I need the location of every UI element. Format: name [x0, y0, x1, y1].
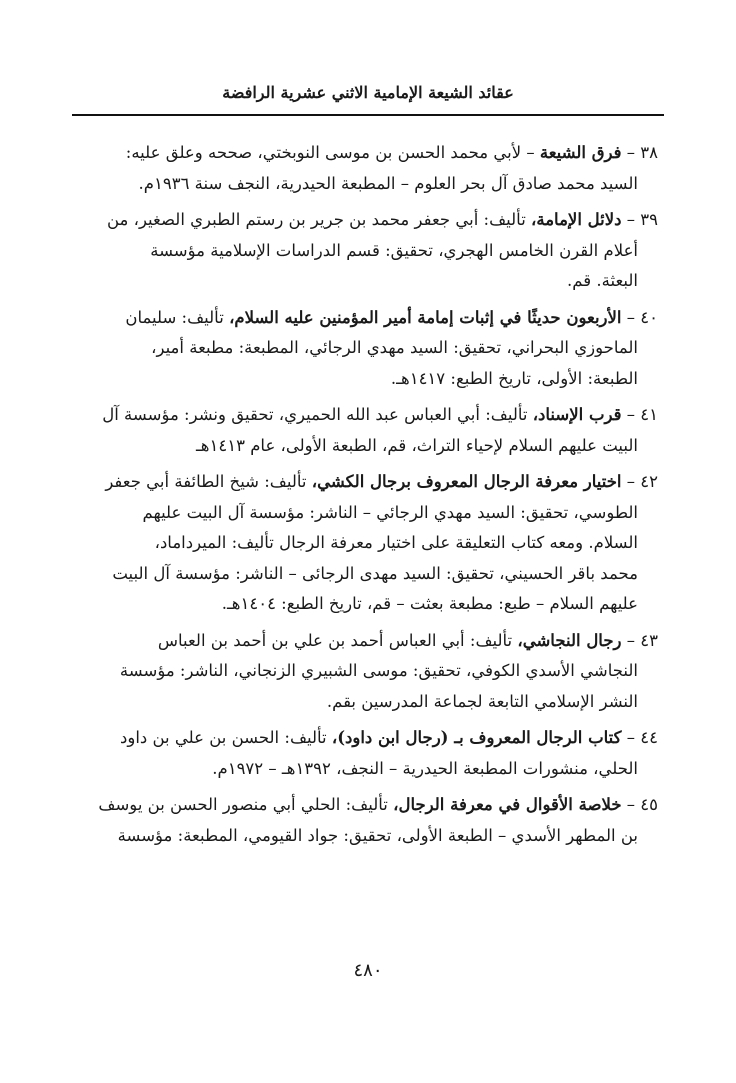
entry-continuation: السيد محمد صادق آل بحر العلوم – المطبعة الحيدرية، النجف سنة ١٩٣٦م. — [138, 173, 638, 193]
bibliography-entry — [80, 467, 658, 620]
page-number: ٤٨٠ — [353, 960, 383, 981]
entry-continuation: البيت عليهم السلام لإحياء التراث، قم، الطبعة الأولى، عام ١٤١٣هـ — [195, 435, 638, 455]
entry-continuation: البعثة. قم. — [567, 271, 638, 290]
entry-number: ٤٣ – — [621, 630, 658, 650]
entry-title: فرق الشيعة — [539, 143, 622, 162]
entry-text: تأليف: الحلي أبي منصور الحسن بن يوسف — [98, 795, 394, 814]
bibliography-entry — [80, 400, 658, 461]
entry-title: رجال النجاشي، — [517, 630, 622, 650]
entry-title: الأربعون حديثًا في إثبات إمامة أمير المؤمنين عليه السلام، — [229, 307, 622, 327]
entry-text: تأليف: سليمان — [125, 307, 230, 327]
entry-title: قرب الإسناد، — [532, 405, 622, 424]
entry-continuation: النجاشي الأسدي الكوفي، تحقيق: موسى الشبيري الزنجاني، الناشر: مؤسسة — [119, 661, 638, 680]
bibliography-entry — [80, 138, 658, 199]
header-title: عقائد الشيعة الإمامية الاثني عشرية الرافضة — [222, 83, 514, 102]
entry-text: تأليف: شيخ الطائفة أبي جعفر — [105, 472, 312, 491]
entry-number: ٤١ – — [621, 405, 658, 424]
entry-title: اختيار معرفة الرجال المعروف برجال الكشي، — [311, 472, 622, 491]
entry-number: ٤٤ – — [621, 728, 658, 747]
entry-number: ٣٨ – — [621, 143, 658, 162]
entry-continuation: السلام. ومعه كتاب التعليقة على اختيار معرفة الرجال تأليف: الميرداماد، — [154, 533, 638, 552]
entry-continuation: عليهم السلام – طبع: مطبعة بعثت – قم، تاريخ الطبع: ١٤٠٤هـ. — [221, 594, 638, 613]
entry-number: ٤٢ – — [621, 472, 658, 491]
entry-number: ٤٠ – — [621, 307, 658, 327]
bibliography-entry — [80, 205, 658, 297]
bibliography-entry — [80, 303, 658, 395]
entry-continuation: الحلي، منشورات المطبعة الحيدرية – النجف، ١٣٩٢هـ – ١٩٧٢م. — [212, 758, 638, 778]
entry-text: تأليف: أبي العباس عبد الله الحميري، تحقيق ونشر: مؤسسة آل — [102, 405, 533, 424]
entry-continuation: الماحوزي البحراني، تحقيق: السيد مهدي الرجائي، المطبعة: مطبعة أمير، — [151, 338, 638, 357]
bibliography-entry — [80, 626, 658, 718]
entry-continuation: أعلام القرن الخامس الهجري، تحقيق: قسم الدراسات الإسلامية مؤسسة — [150, 240, 638, 260]
entry-text: تأليف: أبي جعفر محمد بن جرير بن رستم الطبري الصغير، من — [106, 210, 532, 229]
bibliography-entry — [80, 790, 658, 851]
entry-number: ٤٥ – — [621, 795, 658, 814]
entry-title: خلاصة الأقوال في معرفة الرجال، — [393, 795, 622, 814]
entry-number: ٣٩ – — [621, 210, 658, 229]
entry-text: تأليف: الحسن بن علي بن داود — [120, 728, 332, 747]
entry-continuation: الطوسي، تحقيق: السيد مهدي الرجائي – الناشر: مؤسسة آل البيت عليهم — [142, 502, 638, 522]
bibliography-list — [80, 138, 658, 857]
entry-continuation: محمد باقر الحسيني، تحقيق: السيد مهدى الرجائى – الناشر: مؤسسة آل البيت — [112, 563, 638, 583]
entry-continuation: النشر الإسلامي التابعة لجماعة المدرسين بقم. — [326, 691, 638, 711]
bibliography-entry — [80, 723, 658, 784]
entry-text: – لأبي محمد الحسن بن موسى النوبختي، صححه وعلق عليه: — [125, 143, 540, 162]
running-header — [72, 78, 664, 116]
entry-continuation: الطبعة: الأولى، تاريخ الطبع: ١٤١٧هـ. — [390, 368, 638, 388]
entry-text: تأليف: أبي العباس أحمد بن علي بن أحمد بن العباس — [157, 630, 518, 650]
entry-continuation: بن المطهر الأسدي – الطبعة الأولى، تحقيق: جواد القيومي، المطبعة: مؤسسة — [117, 825, 638, 845]
entry-title: دلائل الإمامة، — [531, 210, 622, 229]
entry-title: كتاب الرجال المعروف بـ (رجال ابن داود)، — [331, 728, 622, 747]
